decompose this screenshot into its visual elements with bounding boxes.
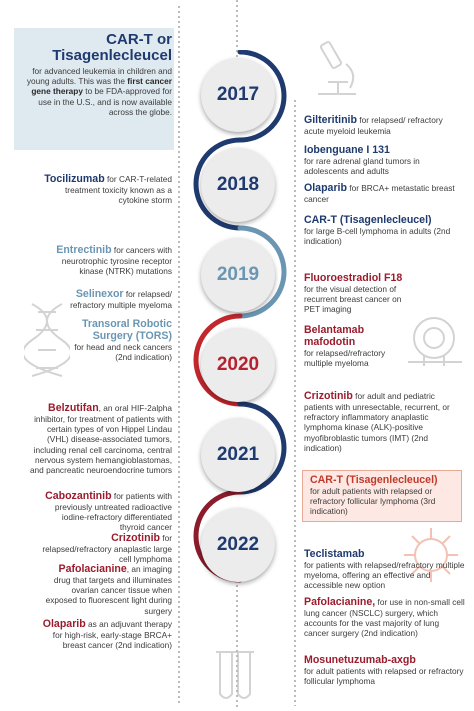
entry-cart-2018	[304, 214, 462, 246]
year-disc-2021	[201, 418, 275, 492]
entry-name: Fluoroestradiol F18	[304, 272, 403, 284]
entry-cabozantinib	[40, 490, 172, 533]
entry-text: for advanced leukemia in children and young adults. This was the	[26, 66, 172, 87]
entry-text: for use in non-small cell lung cancer (NSCLC) surgery, which accounts for the vast majority of lung cancer surgery (2nd indication)	[304, 597, 465, 639]
year-disc-2019	[201, 238, 275, 312]
entry-name: Mosunetuzumab-axgb	[304, 654, 416, 666]
entry-text: for patients with previously untreated radioactive iodine-refractory differentiated thyroid cancer	[54, 491, 172, 533]
entry-tors	[64, 318, 172, 362]
year-disc-2020	[201, 328, 275, 402]
entry-crizotinib-2022	[40, 532, 172, 564]
entry-text: for head and neck cancers (2nd indication)	[74, 342, 172, 363]
entry-belzutifan	[28, 402, 172, 475]
entry-text: for the visual detection of recurrent breast cancer on PET imaging	[304, 284, 402, 315]
entry-belantamab	[304, 324, 404, 368]
entry-selinexor	[40, 288, 172, 310]
entry-pafolacianine-left	[40, 563, 172, 616]
year-label-2020: 2020	[216, 354, 260, 375]
year-label-2021: 2021	[216, 444, 260, 465]
entry-crizotinib-2021	[304, 390, 466, 453]
entry-text: for relapsed/refractory multiple myeloma	[304, 348, 386, 369]
entry-name: Olaparib	[304, 182, 347, 194]
entry-name: Entrectinib	[56, 244, 112, 256]
year-disc-2017	[201, 58, 275, 132]
entry-iobenguane	[304, 144, 462, 176]
entry-text: for relapsed/ refractory acute myeloid leukemia	[304, 115, 443, 136]
entry-highlight: first cancer gene therapy	[31, 76, 172, 97]
entry-text: for BRCA+ metastatic breast cancer	[304, 183, 455, 204]
entry-text: for adult and pediatric patients with unresectable, recurrent, or refractory inflammatory anaplastic lymphoma kinase (ALK)-positive myofibroblastic tumors (IMT) (2nd indication)	[304, 391, 450, 453]
entry-gilteritinib	[304, 114, 462, 136]
entry-cart-2017	[22, 32, 172, 117]
entry-name: CAR-T or Tisagenlecleucel	[52, 31, 172, 64]
entry-name: Tocilizumab	[44, 173, 105, 185]
year-label-2017: 2017	[216, 84, 260, 105]
entry-name: Pafolacianine,	[304, 596, 376, 608]
year-disc-2022	[201, 508, 275, 582]
year-label-2019: 2019	[216, 264, 260, 285]
entry-name: Pafolacianine	[58, 563, 127, 575]
entry-name: Iobenguane I 131	[304, 144, 390, 156]
entry-cart-2021	[310, 474, 460, 517]
entry-text: for relapsed/ refractory multiple myeloma	[70, 289, 172, 310]
entry-text: for relapsed/refractory anaplastic large cell lymphoma	[42, 533, 172, 565]
entry-text: for rare adrenal gland tumors in adolescents and adults	[304, 156, 420, 177]
entry-name: CAR-T (Tisagenlecleucel)	[304, 214, 432, 226]
entry-name: Cabozantinib	[45, 490, 112, 502]
entry-text: for CAR-T-related treatment toxicity known as a cytokine storm	[65, 174, 172, 206]
entry-mosunetuzumab	[304, 654, 466, 686]
entry-text: for large B-cell lymphoma in adults (2nd indication)	[304, 226, 451, 247]
entry-text: for patients with relapsed/refractory multiple myeloma, offering an effective and accessible new option	[304, 560, 465, 591]
entry-text-2: to be FDA-approved for use in the U.S., and is now available across the globe.	[38, 86, 172, 117]
entry-name: Belzutifan	[48, 402, 99, 414]
entry-text: for adult patients with relapsed or refractory follicular lymphoma	[304, 666, 464, 687]
entry-text: as an adjuvant therapy for high-risk, early-stage BRCA+ breast cancer (2nd indication)	[52, 619, 172, 651]
entry-entrectinib	[40, 244, 172, 276]
entry-teclistamab	[304, 548, 466, 591]
entry-name: Belantamab mafodotin	[304, 324, 365, 348]
year-disc-2018	[201, 148, 275, 222]
entry-name: Selinexor	[75, 288, 124, 300]
entry-olaparib-2022	[40, 618, 172, 650]
entry-name: Crizotinib	[111, 532, 160, 544]
entry-text: , an oral HIF-2alpha inhibitor, for treatment of patients with certain types of von Hippel Lindau (VHL) disease-associated tumors, including renal cell carcinoma, central nervous system hemangioblastomas, and pancreatic neuroendocrine tumors	[29, 403, 172, 476]
entry-name: Crizotinib	[304, 390, 353, 402]
entry-text: for cancers with neurotrophic tyrosine receptor kinase (NTRK) mutations	[61, 245, 172, 277]
entry-fluoroestradiol	[304, 272, 414, 315]
year-label-2018: 2018	[216, 174, 260, 195]
entry-pafolacianine-right	[304, 596, 466, 639]
entry-name: Teclistamab	[304, 548, 365, 560]
entry-name: Gilteritinib	[304, 114, 357, 126]
year-label-2022: 2022	[216, 534, 260, 555]
entry-tocilizumab	[40, 173, 172, 205]
timeline-dotted-line-bottom	[233, 570, 241, 710]
entry-name: CAR-T (Tisagenlecleucel)	[310, 474, 438, 486]
entry-olaparib-2018	[304, 182, 462, 204]
mri-scanner-icon	[404, 310, 466, 372]
entry-text: for adult patients with relapsed or refractory follicular lymphoma (3rd indication)	[310, 486, 436, 517]
entry-name: Olaparib	[42, 618, 86, 630]
entry-name: Transoral Robotic Surgery (TORS)	[81, 318, 172, 342]
entry-text: , an imaging drug that targets and illuminates ovarian cancer tissue when exposed to fluorescent light during surgery	[45, 564, 172, 616]
